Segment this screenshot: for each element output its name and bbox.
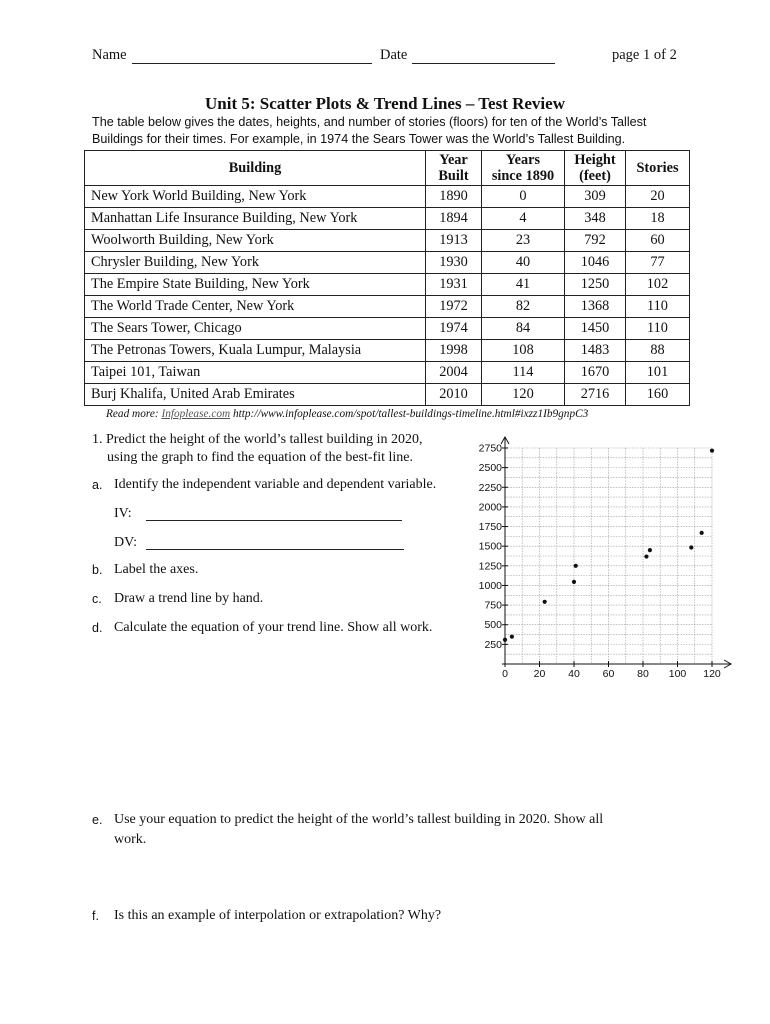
cell-year: 1890 (426, 186, 482, 208)
data-point (572, 580, 576, 584)
cell-year: 1974 (426, 318, 482, 340)
cell-building: New York World Building, New York (85, 186, 426, 208)
header-year-line1: Year (439, 152, 468, 168)
cell-stories: 20 (626, 186, 690, 208)
cell-height: 1450 (565, 318, 626, 340)
cell-stories: 60 (626, 230, 690, 252)
cell-building: Chrysler Building, New York (85, 252, 426, 274)
y-tick-label: 750 (484, 599, 502, 612)
table-row (85, 208, 690, 230)
x-tick-label: 100 (668, 668, 687, 680)
x-tick-label: 20 (533, 668, 546, 680)
header-stories: Stories (626, 151, 690, 186)
x-tick-label: 40 (568, 668, 580, 680)
cell-stories: 110 (626, 318, 690, 340)
table-row (85, 362, 690, 384)
cell-since: 41 (482, 274, 565, 296)
source-url: http://www.infoplease.com/spot/tallest-buildings-timeline.html#ixzz1Ib9gnpC3 (232, 408, 589, 420)
cell-since: 0 (482, 186, 565, 208)
data-point (574, 564, 578, 568)
q1b-text: Label the axes. (114, 562, 199, 577)
table-row (85, 274, 690, 296)
iv-label: IV: (114, 506, 132, 521)
chart-points (503, 449, 714, 642)
header-height-line2: (feet) (579, 168, 611, 184)
q1b-label: b. (92, 563, 103, 577)
cell-since: 84 (482, 318, 565, 340)
cell-year: 1931 (426, 274, 482, 296)
table-row (85, 252, 690, 274)
cell-height: 348 (565, 208, 626, 230)
y-tick-label: 2750 (478, 442, 502, 455)
infoplease-link[interactable]: Infoplease.com (161, 408, 231, 420)
cell-since: 82 (482, 296, 565, 318)
data-point (689, 545, 693, 549)
cell-since: 4 (482, 208, 565, 230)
cell-since: 108 (482, 340, 565, 362)
cell-year: 2004 (426, 362, 482, 384)
cell-building: The Sears Tower, Chicago (85, 318, 426, 340)
header-year-built (426, 151, 482, 186)
q1d-text: Calculate the equation of your trend line. Show all work. (114, 620, 433, 635)
data-point (543, 600, 547, 604)
cell-height: 1483 (565, 340, 626, 362)
q1f-text: Is this an example of interpolation or extrapolation? Why? (114, 908, 442, 923)
cell-since: 120 (482, 384, 565, 406)
table-row (85, 230, 690, 252)
data-point (700, 531, 704, 535)
y-tick-label: 2250 (478, 481, 502, 494)
cell-year: 2010 (426, 384, 482, 406)
cell-height: 1670 (565, 362, 626, 384)
q1a-text: Identify the independent variable and dependent variable. (114, 477, 437, 492)
cell-building: Taipei 101, Taiwan (85, 362, 426, 384)
dv-answer-blank[interactable] (146, 549, 404, 550)
cell-building: Manhattan Life Insurance Building, New York (85, 208, 426, 230)
cell-height: 1046 (565, 252, 626, 274)
y-tick-label: 250 (484, 638, 502, 651)
chart-tick-labels (479, 443, 721, 681)
cell-height: 792 (565, 230, 626, 252)
q1-line2: using the graph to find the equation of the best-fit line. (107, 450, 413, 465)
y-axis-arrow (501, 437, 509, 444)
header-years-since (482, 151, 565, 186)
page-title: Unit 5: Scatter Plots & Trend Lines – Test Review (205, 94, 565, 113)
cell-height: 309 (565, 186, 626, 208)
cell-height: 1368 (565, 296, 626, 318)
name-blank[interactable] (132, 63, 372, 64)
cell-height: 2716 (565, 384, 626, 406)
cell-stories: 101 (626, 362, 690, 384)
table-row (85, 384, 690, 406)
cell-since: 40 (482, 252, 565, 274)
buildings-table (84, 150, 690, 406)
cell-year: 1913 (426, 230, 482, 252)
q1a-label: a. (92, 478, 103, 492)
q1c-text: Draw a trend line by hand. (114, 591, 264, 606)
cell-since: 114 (482, 362, 565, 384)
x-tick-label: 120 (703, 668, 721, 680)
y-tick-label: 2000 (478, 501, 502, 514)
data-point (510, 635, 514, 639)
y-tick-label: 500 (484, 619, 502, 632)
header-year-line2: Built (438, 168, 469, 184)
data-point (710, 449, 714, 453)
table-header-row (85, 151, 690, 186)
y-tick-label: 2500 (478, 462, 502, 475)
y-tick-label: 1500 (478, 540, 502, 553)
chart-grid (505, 448, 712, 664)
data-point (648, 548, 652, 552)
cell-stories: 160 (626, 384, 690, 406)
data-point (503, 638, 507, 642)
q1f-label: f. (92, 909, 99, 923)
y-tick-label: 1000 (478, 579, 502, 592)
dv-label: DV: (114, 535, 138, 550)
read-more-prefix: Read more: (106, 408, 159, 420)
q1e-line1: Use your equation to predict the height of the world’s tallest building in 2020. Show all (114, 812, 604, 827)
cell-stories: 88 (626, 340, 690, 362)
cell-building: The World Trade Center, New York (85, 296, 426, 318)
header-height-line1: Height (574, 152, 616, 168)
header-since-line1: Years (505, 152, 541, 168)
cell-building: Woolworth Building, New York (85, 230, 426, 252)
date-blank[interactable] (412, 63, 555, 64)
cell-height: 1250 (565, 274, 626, 296)
intro-text: The table below gives the dates, heights, and number of stories (floors) for ten of the World’s Tallest Buildings for their times. For example, in 1974 the Sears Tower was the World’s Tallest Building. (92, 115, 647, 146)
table-row (85, 318, 690, 340)
q1c-label: c. (92, 592, 102, 606)
name-label: Name (92, 47, 127, 63)
cell-stories: 110 (626, 296, 690, 318)
header-since-line2: since 1890 (491, 168, 555, 184)
x-tick-label: 60 (602, 668, 615, 680)
y-tick-label: 1750 (478, 521, 502, 534)
q1d-label: d. (92, 621, 103, 635)
cell-building: The Petronas Towers, Kuala Lumpur, Malaysia (85, 340, 426, 362)
cell-year: 1972 (426, 296, 482, 318)
q1e-line2: work. (114, 832, 147, 847)
x-tick-label: 0 (502, 668, 508, 680)
x-axis-arrow (724, 660, 731, 668)
cell-since: 23 (482, 230, 565, 252)
cell-building: Burj Khalifa, United Arab Emirates (85, 384, 426, 406)
date-label: Date (380, 47, 408, 63)
page-number: page 1 of 2 (612, 47, 677, 63)
cell-building: The Empire State Building, New York (85, 274, 426, 296)
cell-year: 1998 (426, 340, 482, 362)
data-point (644, 554, 648, 558)
chart-axes (501, 437, 731, 668)
table-row (85, 296, 690, 318)
cell-year: 1894 (426, 208, 482, 230)
cell-stories: 102 (626, 274, 690, 296)
cell-year: 1930 (426, 252, 482, 274)
y-tick-label: 1250 (478, 560, 502, 573)
x-tick-label: 80 (637, 668, 649, 680)
cell-stories: 77 (626, 252, 690, 274)
q1-line1: 1. Predict the height of the world’s tallest building in 2020, (92, 432, 423, 447)
iv-answer-blank[interactable] (146, 520, 402, 521)
table-row (85, 340, 690, 362)
header-building: Building (85, 151, 426, 186)
read-more-line (106, 408, 588, 420)
q1e-label: e. (92, 813, 103, 827)
cell-stories: 18 (626, 208, 690, 230)
table-row (85, 186, 690, 208)
header-height (565, 151, 626, 186)
